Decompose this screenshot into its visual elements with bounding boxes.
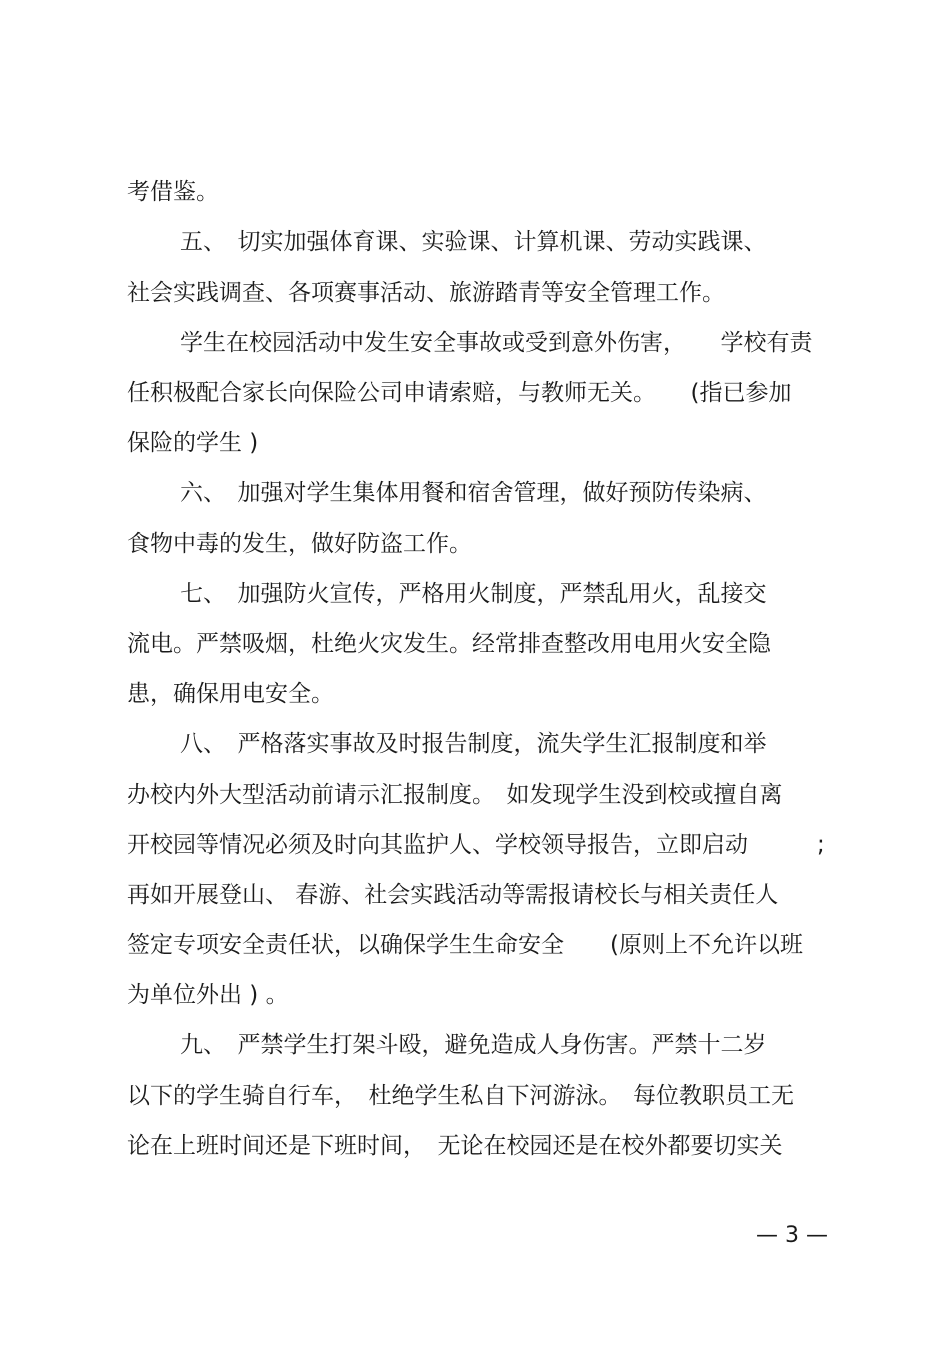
text-line: 再如开展登山、 春游、社会实践活动等需报请校长与相关责任人 — [127, 882, 779, 908]
text-line: 签定专项安全责任状，以确保学生生命安全 (原则上不允许以班 — [127, 932, 803, 958]
text-line: 七、 加强防火宣传，严格用火制度，严禁乱用火，乱接交 — [180, 581, 767, 607]
text-line: 任积极配合家长向保险公司申请索赔，与教师无关。 (指已参加 — [127, 380, 792, 406]
page-number: — 3 — — [756, 1223, 828, 1248]
text-line: 社会实践调查、各项赛事活动、旅游踏青等安全管理工作。 — [127, 280, 725, 306]
text-line: 六、 加强对学生集体用餐和宿舍管理，做好预防传染病、 — [180, 480, 767, 506]
text-line: 学生在校园活动中发生安全事故或受到意外伤害， 学校有责 — [180, 330, 813, 356]
text-line: 办校内外大型活动前请示汇报制度。 如发现学生没到校或擅自离 — [127, 782, 783, 808]
text-line: 以下的学生骑自行车， 杜绝学生私自下河游泳。 每位教职员工无 — [127, 1083, 794, 1109]
text-line: 九、 严禁学生打架斗殴，避免造成人身伤害。严禁十二岁 — [180, 1032, 767, 1058]
text-line: 五、 切实加强体育课、实验课、计算机课、劳动实践课、 — [180, 229, 767, 255]
text-line: 为单位外出 ) 。 — [127, 982, 289, 1008]
text-line: 开校园等情况必须及时向其监护人、学校领导报告，立即启动 ; — [127, 832, 825, 858]
text-line: 论在上班时间还是下班时间， 无论在校园还是在校外都要切实关 — [127, 1133, 783, 1159]
text-line: 流电。严禁吸烟，杜绝火灾发生。经常排查整改用电用火安全隐 — [127, 631, 771, 657]
text-line: 八、 严格落实事故及时报告制度，流失学生汇报制度和举 — [180, 731, 767, 757]
text-line: 患，确保用电安全。 — [127, 681, 334, 707]
text-line: 考借鉴。 — [127, 179, 219, 205]
text-line: 保险的学生 ) — [127, 430, 259, 456]
text-line: 食物中毒的发生，做好防盗工作。 — [127, 531, 472, 557]
